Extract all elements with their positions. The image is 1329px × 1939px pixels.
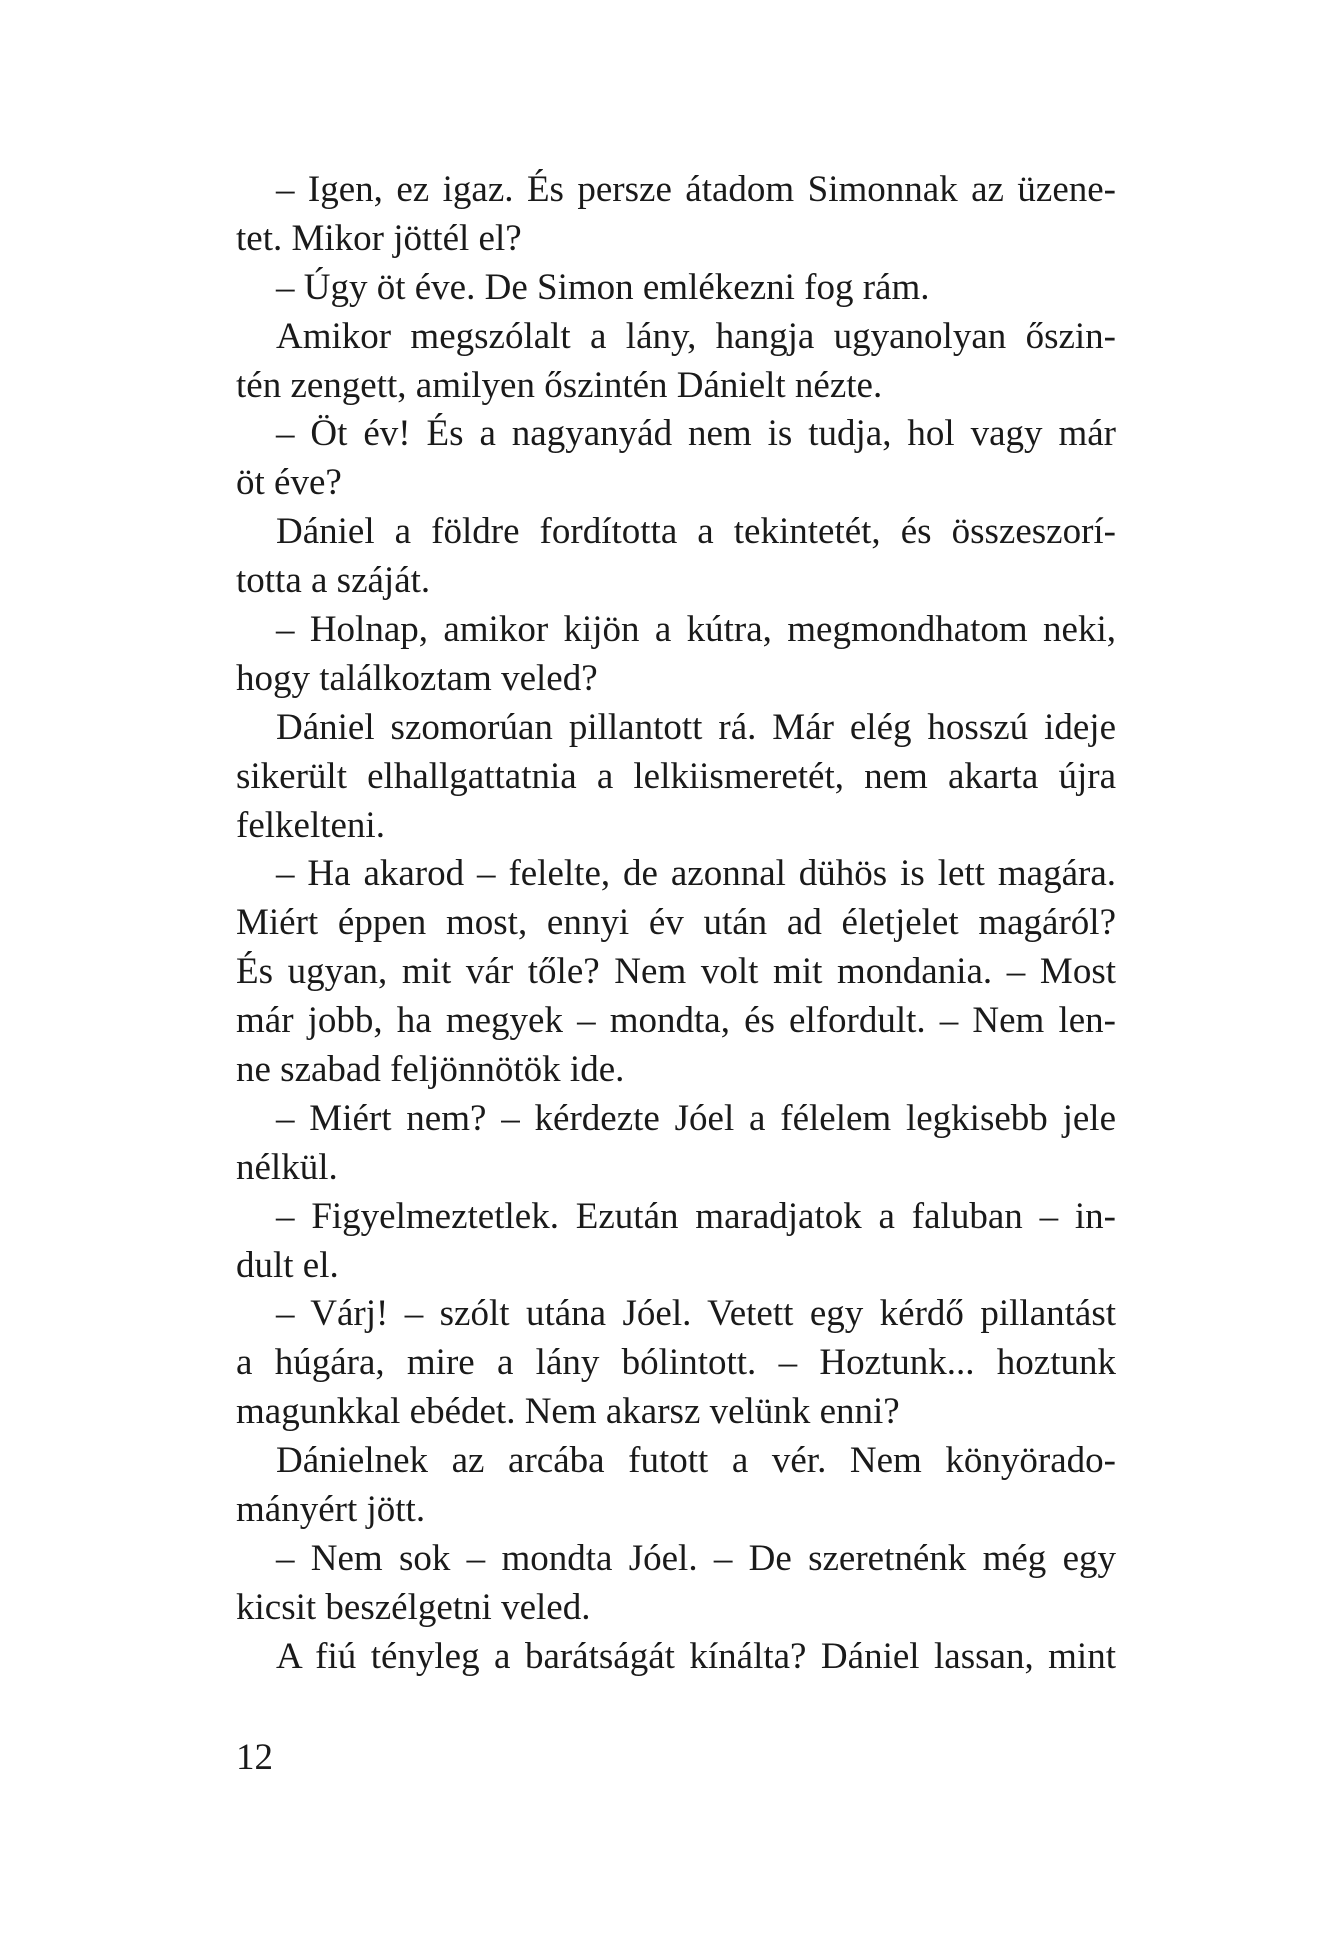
text-line: hogy találkoztam veled? (236, 657, 598, 699)
text-line: dult el. (236, 1244, 339, 1286)
text-line: totta a száját. (236, 560, 431, 602)
text-line: A fiú tényleg a barátságát kínálta? Dániel lassan, mint (276, 1635, 1116, 1677)
text-line: kicsit beszélgetni veled. (236, 1586, 591, 1628)
text-line: tet. Mikor jöttél el? (236, 217, 522, 259)
text-line: – Ha akarod – felelte, de azonnal dühös is lett magára. (276, 853, 1116, 895)
text-line: felkelteni. (236, 804, 385, 846)
text-line: már jobb, ha megyek – mondta, és elfordult. – Nem len- (236, 1000, 1116, 1042)
text-line: tén zengett, amilyen őszintén Dánielt nézte. (236, 364, 883, 406)
text-line: Dánielnek az arcába futott a vér. Nem könyörado- (276, 1440, 1116, 1482)
text-line: mányért jött. (236, 1489, 426, 1531)
text-line: sikerült elhallgattatnia a lelkiismeretét, nem akarta újra (236, 755, 1116, 797)
text-line: öt éve? (236, 462, 342, 504)
text-line: És ugyan, mit vár tőle? Nem volt mit mondania. – Most (236, 951, 1116, 993)
text-line: – Holnap, amikor kijön a kútra, megmondhatom neki, (276, 609, 1116, 651)
text-line: – Öt év! És a nagyanyád nem is tudja, hol vagy már (276, 413, 1116, 455)
text-line: Dániel szomorúan pillantott rá. Már elég hosszú ideje (276, 706, 1116, 748)
text-line: a húgára, mire a lány bólintott. – Hoztunk... hoztunk (236, 1342, 1116, 1384)
text-line: – Nem sok – mondta Jóel. – De szeretnénk még egy (276, 1537, 1116, 1579)
body-text (236, 166, 1116, 1682)
text-line: Amikor megszólalt a lány, hangja ugyanolyan őszin- (276, 315, 1116, 357)
text-line: Miért éppen most, ennyi év után ad életjelet magáról? (236, 902, 1116, 944)
page-number: 12 (236, 1737, 273, 1778)
text-line: nélkül. (236, 1146, 338, 1188)
text-line: – Figyelmeztetlek. Ezután maradjatok a faluban – in- (276, 1195, 1116, 1237)
text-line: – Várj! – szólt utána Jóel. Vetett egy kérdő pillantást (276, 1293, 1116, 1335)
text-line: magunkkal ebédet. Nem akarsz velünk enni? (236, 1391, 900, 1433)
text-line: – Miért nem? – kérdezte Jóel a félelem legkisebb jele (276, 1097, 1116, 1139)
text-line: Dániel a földre fordította a tekintetét, és összeszorí- (276, 511, 1116, 553)
text-line: ne szabad feljönnötök ide. (236, 1049, 625, 1091)
text-line: – Úgy öt éve. De Simon emlékezni fog rám. (276, 266, 930, 308)
text-line: – Igen, ez igaz. És persze átadom Simonnak az üzene- (276, 169, 1116, 210)
